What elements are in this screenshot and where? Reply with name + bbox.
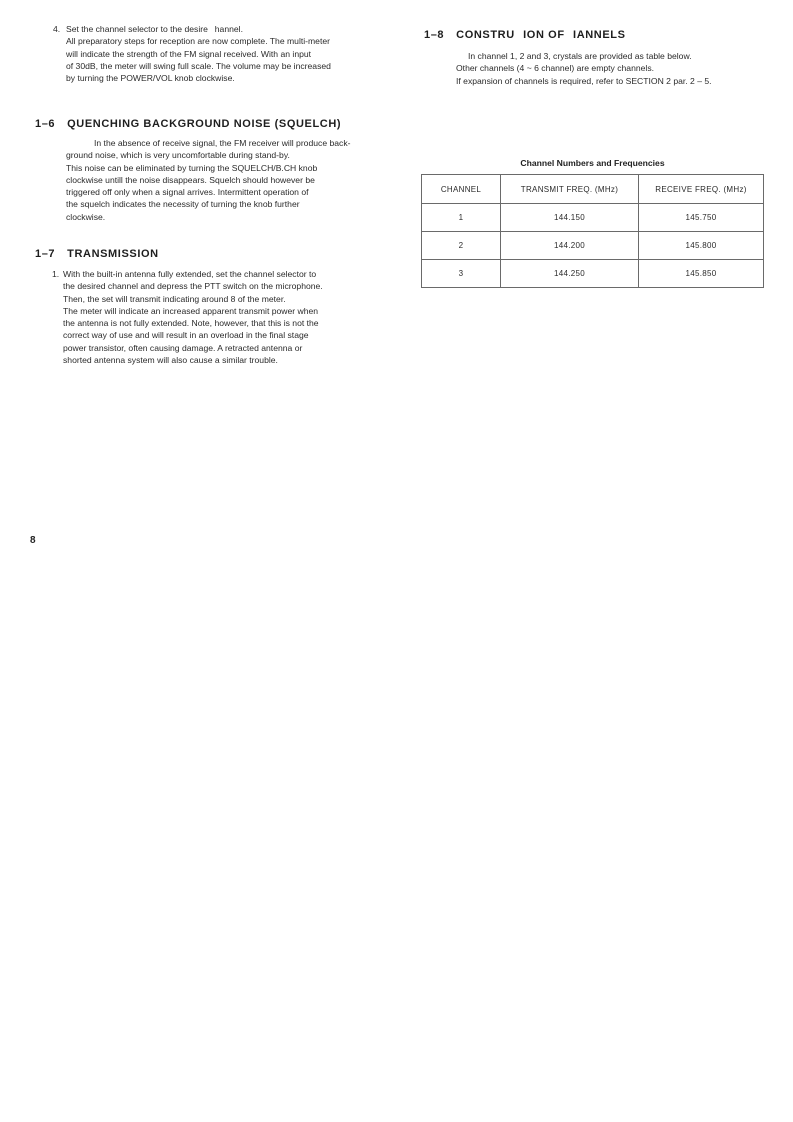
body-line: power transistor, often causing damage. A retracted antenna or xyxy=(63,342,303,353)
table-cell: 2 xyxy=(422,232,501,260)
section-title: CONSTRU ION OF IANNELS xyxy=(456,29,626,41)
body-line: clockwise. xyxy=(66,211,106,222)
item-4-text xyxy=(66,23,386,84)
body-line: In channel 1, 2 and 3, crystals are provided as table below. xyxy=(468,51,692,61)
column-header: TRANSMIT FREQ. (MHz) xyxy=(501,175,639,204)
item-4-line: by turning the POWER/VOL knob clockwise. xyxy=(66,73,235,84)
table-cell: 3 xyxy=(422,260,501,288)
table-cell: 145.750 xyxy=(639,204,764,232)
body-line: The meter will indicate an increased apparent transmit power when xyxy=(63,305,319,316)
item-4-number: 4. xyxy=(53,24,61,34)
body-line: the desired channel and depress the PTT switch on the microphone. xyxy=(63,281,323,292)
channel-frequency-table xyxy=(421,174,764,288)
item-4-line: of 30dB, the meter will swing full scale. The volume may be increased xyxy=(66,60,331,71)
table-cell: 144.250 xyxy=(501,260,639,288)
section-1-7-heading xyxy=(35,248,159,260)
table-cell: 144.200 xyxy=(501,232,639,260)
item-4-line: will indicate the strength of the FM signal received. With an input xyxy=(66,48,312,59)
body-line: This noise can be eliminated by turning the SQUELCH/B.CH knob xyxy=(66,162,318,173)
body-line: the antenna is not fully extended. Note, however, that this is not the xyxy=(63,318,319,329)
page-number: 8 xyxy=(30,535,36,546)
section-title: QUENCHING BACKGROUND NOISE (SQUELCH) xyxy=(67,118,342,130)
body-line: With the built-in antenna fully extended, set the channel selector to xyxy=(63,269,317,279)
table-caption: Channel Numbers and Frequencies xyxy=(520,158,665,168)
section-number: 1–7 xyxy=(35,248,56,260)
body-line: shorted antenna system will also cause a similar trouble. xyxy=(63,355,278,366)
body-line: the squelch indicates the necessity of turning the knob further xyxy=(66,199,300,210)
section-number: 1–8 xyxy=(424,29,445,41)
body-line: correct way of use and will result in an overload in the final stage xyxy=(63,330,309,341)
column-header: CHANNEL xyxy=(422,175,501,204)
body-line: In the absence of receive signal, the FM receiver will produce back- xyxy=(94,138,351,148)
table-cell: 144.150 xyxy=(501,204,639,232)
column-header: RECEIVE FREQ. (MHz) xyxy=(639,175,764,204)
body-line: Other channels (4 ~ 6 channel) are empty channels. xyxy=(456,63,655,74)
body-line: clockwise untill the noise disappears. Squelch should however be xyxy=(66,174,315,185)
body-line: triggered off only when a signal arrives. Intermittent operation of xyxy=(66,187,309,198)
section-1-8-body xyxy=(456,50,776,87)
body-line: ground noise, which is very uncomfortable during stand-by. xyxy=(66,150,290,161)
table-row xyxy=(422,204,764,232)
item-4-line: All preparatory steps for reception are now complete. The multi-meter xyxy=(66,36,330,47)
section-1-6-heading xyxy=(35,118,341,130)
table-row xyxy=(422,232,764,260)
item-4-line: Set the channel selector to the desire hannel. xyxy=(66,24,243,34)
table-cell: 1 xyxy=(422,204,501,232)
body-line: Then, the set will transmit indicating around 8 of the meter. xyxy=(63,293,286,304)
section-1-8-heading xyxy=(424,29,626,41)
body-line: If expansion of channels is required, refer to SECTION 2 par. 2 – 5. xyxy=(456,75,712,86)
table-header-row xyxy=(422,175,764,204)
table-cell: 145.850 xyxy=(639,260,764,288)
table-cell: 145.800 xyxy=(639,232,764,260)
section-1-6-body xyxy=(66,137,378,223)
section-number: 1–6 xyxy=(35,118,56,130)
section-title: TRANSMISSION xyxy=(67,248,159,260)
item-1-number: 1. xyxy=(52,269,60,279)
section-1-7-body xyxy=(63,268,379,366)
table-row xyxy=(422,260,764,288)
